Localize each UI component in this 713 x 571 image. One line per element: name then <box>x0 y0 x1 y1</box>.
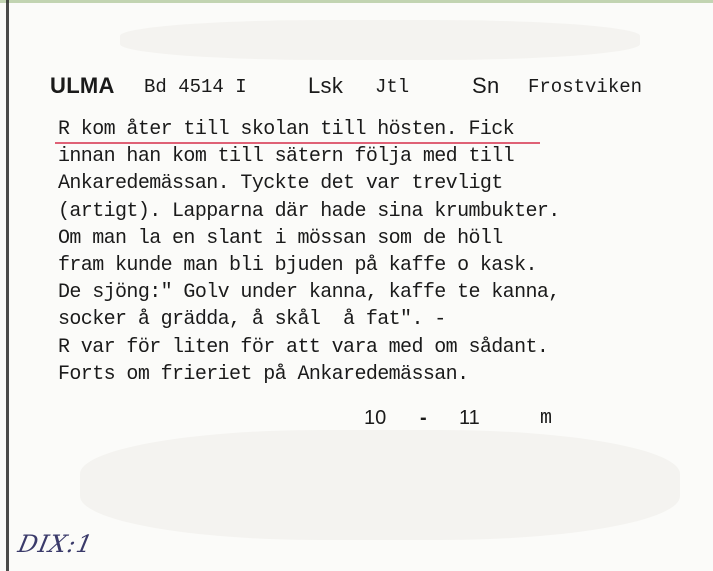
paper-texture <box>80 430 680 540</box>
text-line: Om man la en slant i mössan som de höll <box>58 226 503 250</box>
page-from: 10 <box>364 407 387 429</box>
card-body-text <box>58 116 698 388</box>
landskap-value: Jtl <box>375 76 410 98</box>
card-header <box>50 73 690 103</box>
text-line: Forts om frieriet på Ankaredemässan. <box>58 362 469 386</box>
text-line: De sjöng:" Golv under kanna, kaffe te kanna, <box>58 281 560 305</box>
page-range <box>364 407 604 433</box>
page-unit: m <box>540 407 553 430</box>
landskap-label: Lsk <box>308 73 344 98</box>
card-top-edge <box>0 0 713 3</box>
socken-value: Frostviken <box>528 76 643 98</box>
archive-code: ULMA <box>50 73 115 98</box>
text-line: Ankaredemässan. Tyckte det var trevligt <box>58 172 503 196</box>
page-range-dash: - <box>420 407 427 429</box>
card-left-edge <box>6 0 9 571</box>
text-line: fram kunde man bli bjuden på kaffe o kask. <box>58 253 537 277</box>
text-line: R kom åter till skolan till hösten. Fick <box>58 118 515 141</box>
text-line: socker å grädda, å skål å fat". - <box>58 308 446 332</box>
record-number: Bd 4514 I <box>144 76 247 98</box>
text-line: R var för liten för att vara med om sådant. <box>58 335 549 359</box>
paper-texture <box>120 20 640 60</box>
handwritten-shelfmark: DIX:1 <box>15 530 96 558</box>
text-line: innan han kom till sätern följa med till <box>58 145 515 169</box>
text-line: (artigt). Lapparna där hade sina krumbukter. <box>58 199 560 223</box>
page-to: 11 <box>459 407 480 429</box>
socken-label: Sn <box>472 73 500 98</box>
